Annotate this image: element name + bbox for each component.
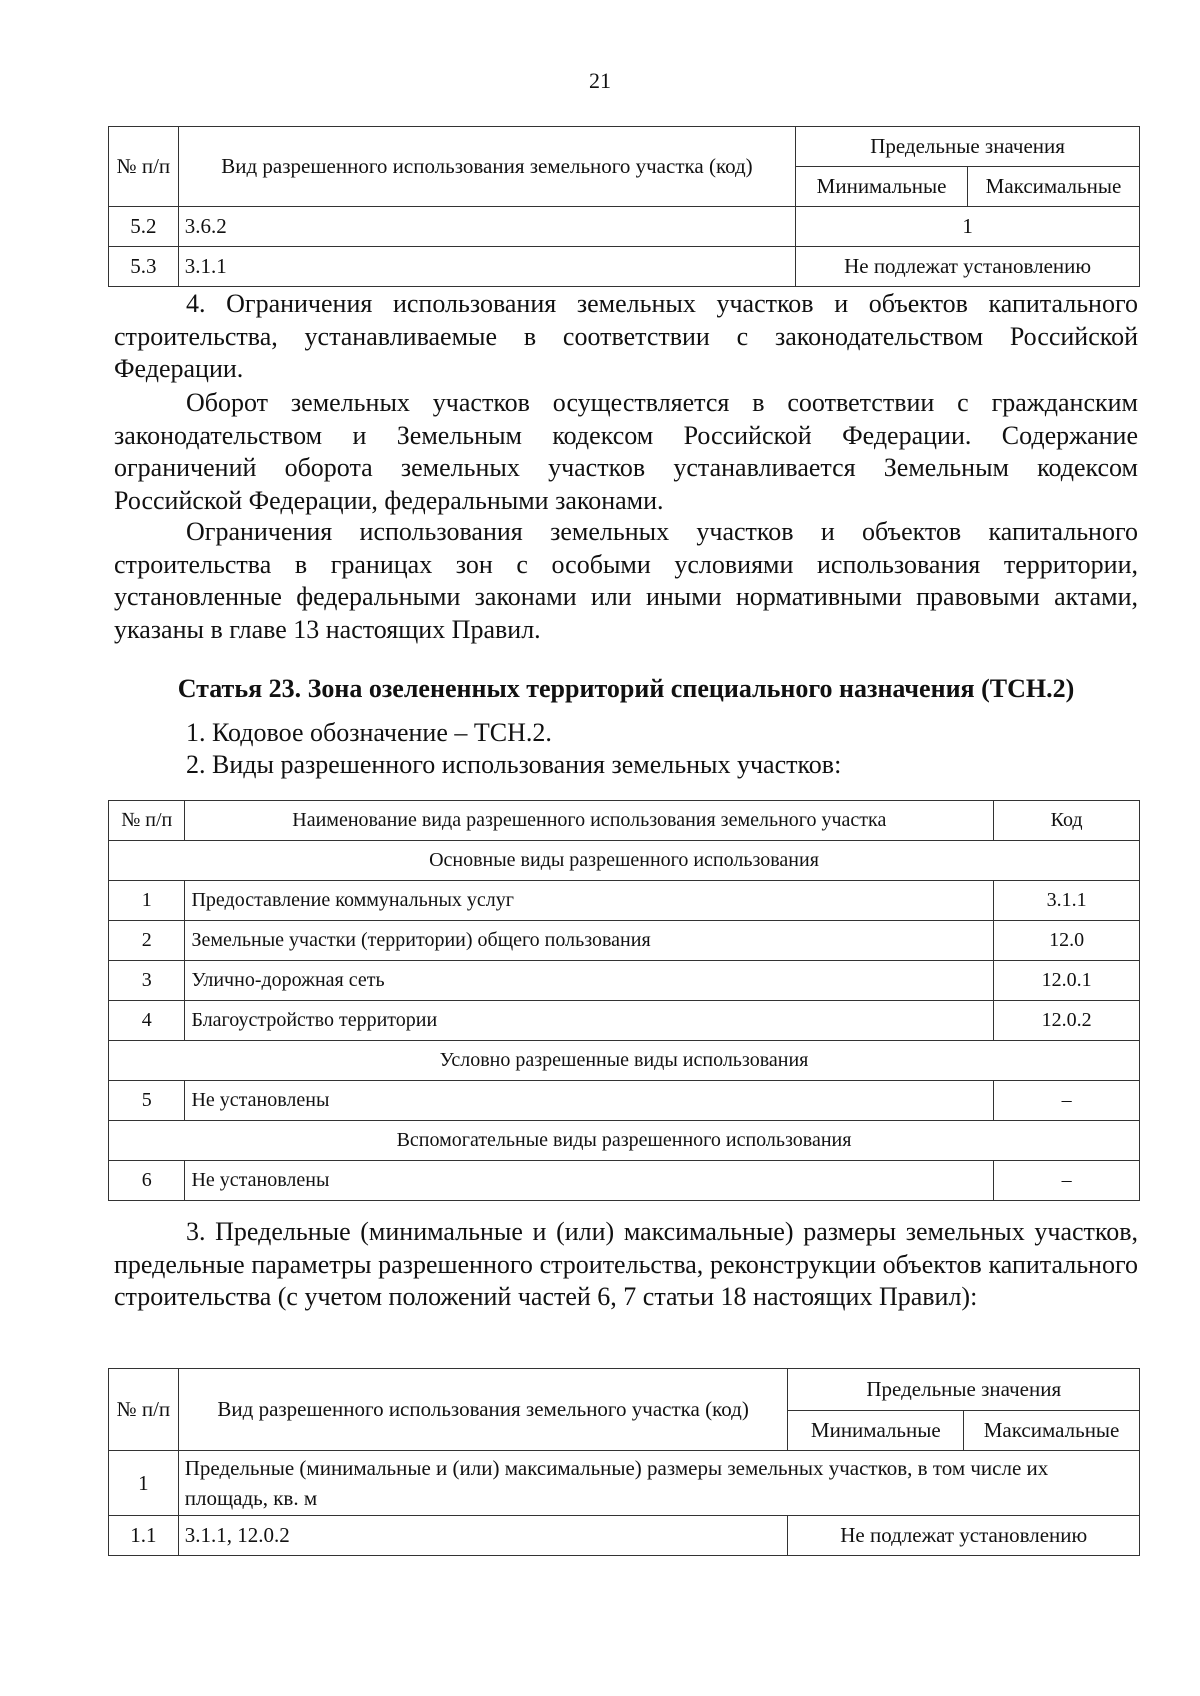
row-name: Благоустройство территории bbox=[185, 1001, 994, 1041]
row-name: Земельные участки (территории) общего пользования bbox=[185, 921, 994, 961]
row-name: Не установлены bbox=[185, 1081, 994, 1121]
table-row bbox=[109, 247, 1140, 287]
list-item-code: 1. Кодовое обозначение – ТСН.2. bbox=[186, 718, 552, 747]
section-conditional: Условно разрешенные виды использования bbox=[109, 1041, 1140, 1081]
header-num: № п/п bbox=[109, 801, 185, 841]
header-type: Вид разрешенного использования земельного участка (код) bbox=[178, 127, 795, 207]
page-number: 21 bbox=[589, 68, 611, 93]
limits-table-top bbox=[108, 126, 1140, 287]
row-num: 1 bbox=[109, 1451, 179, 1516]
row-num: 6 bbox=[109, 1161, 185, 1201]
table-row bbox=[109, 921, 1140, 961]
header-limits: Предельные значения bbox=[796, 127, 1140, 167]
row-code: 12.0 bbox=[994, 921, 1140, 961]
header-name: Наименование вида разрешенного использования земельного участка bbox=[185, 801, 994, 841]
row-num: 3 bbox=[109, 961, 185, 1001]
row-value: 1 bbox=[796, 207, 1140, 247]
paragraph-restrictions: 4. Ограничения использования земельных участков и объектов капитального строительства, устанавливаемые в соответствии с законодательством Российской Федерации. bbox=[114, 289, 1138, 383]
table-row bbox=[109, 961, 1140, 1001]
section-auxiliary: Вспомогательные виды разрешенного использования bbox=[109, 1121, 1140, 1161]
row-code: – bbox=[994, 1081, 1140, 1121]
table-row bbox=[109, 881, 1140, 921]
row-value: Не подлежат установлению bbox=[796, 247, 1140, 287]
article-heading: Статья 23. Зона озелененных территорий специального назначения (ТСН.2) bbox=[177, 674, 1075, 703]
row-name: Не установлены bbox=[185, 1161, 994, 1201]
header-num: № п/п bbox=[109, 1369, 179, 1451]
limits-table-bottom bbox=[108, 1368, 1140, 1556]
header-limits: Предельные значения bbox=[788, 1369, 1140, 1411]
row-code: 12.0.2 bbox=[994, 1001, 1140, 1041]
row-code: 3.6.2 bbox=[178, 207, 795, 247]
header-num: № п/п bbox=[109, 127, 179, 207]
header-max: Максимальные bbox=[964, 1411, 1140, 1451]
header-min: Минимальные bbox=[788, 1411, 964, 1451]
row-name: Улично-дорожная сеть bbox=[185, 961, 994, 1001]
row-num: 2 bbox=[109, 921, 185, 961]
header-min: Минимальные bbox=[796, 167, 968, 207]
table-row bbox=[109, 1001, 1140, 1041]
row-code: 12.0.1 bbox=[994, 961, 1140, 1001]
header-code: Код bbox=[994, 801, 1140, 841]
row-name: Предоставление коммунальных услуг bbox=[185, 881, 994, 921]
paragraph-zones: Ограничения использования земельных участков и объектов капитального строительства в границах зон с особыми условиями использования территории, установленные федеральными законами или иными нормативными правовыми актами, указаны в главе 13 настоящих Правил. bbox=[114, 517, 1138, 644]
row-code: 3.1.1, 12.0.2 bbox=[178, 1516, 788, 1556]
row-code: – bbox=[994, 1161, 1140, 1201]
header-type: Вид разрешенного использования земельного участка (код) bbox=[178, 1369, 788, 1451]
table-row bbox=[109, 1516, 1140, 1556]
row-value: Не подлежат установлению bbox=[788, 1516, 1140, 1556]
table-row bbox=[109, 1081, 1140, 1121]
table-row bbox=[109, 1161, 1140, 1201]
paragraph-limits: 3. Предельные (минимальные и (или) максимальные) размеры земельных участков, предельные параметры разрешенного строительства, реконструкции объектов капитального строительства (с учетом положений частей 6, 7 статьи 18 настоящих Правил): bbox=[114, 1217, 1138, 1311]
header-max: Максимальные bbox=[967, 167, 1139, 207]
paragraph-turnover: Оборот земельных участков осуществляется в соответствии с гражданским законодательством и Земельным кодексом Российской Федерации. Содержание ограничений оборота земельных участков устанавливается Земельным кодексом Российской Федерации, федеральными законами. bbox=[114, 388, 1138, 515]
row-code: 3.1.1 bbox=[994, 881, 1140, 921]
row-code: 3.1.1 bbox=[178, 247, 795, 287]
row-num: 4 bbox=[109, 1001, 185, 1041]
row-num: 1 bbox=[109, 881, 185, 921]
row-num: 1.1 bbox=[109, 1516, 179, 1556]
row-text: Предельные (минимальные и (или) максимальные) размеры земельных участков, в том числе их площадь, кв. м bbox=[178, 1451, 1139, 1516]
row-num: 5.2 bbox=[109, 207, 179, 247]
row-num: 5 bbox=[109, 1081, 185, 1121]
row-num: 5.3 bbox=[109, 247, 179, 287]
section-main: Основные виды разрешенного использования bbox=[109, 841, 1140, 881]
list-item-uses: 2. Виды разрешенного использования земельных участков: bbox=[186, 750, 842, 779]
table-row bbox=[109, 207, 1140, 247]
table-row bbox=[109, 1451, 1140, 1516]
permitted-use-table bbox=[108, 800, 1140, 1201]
